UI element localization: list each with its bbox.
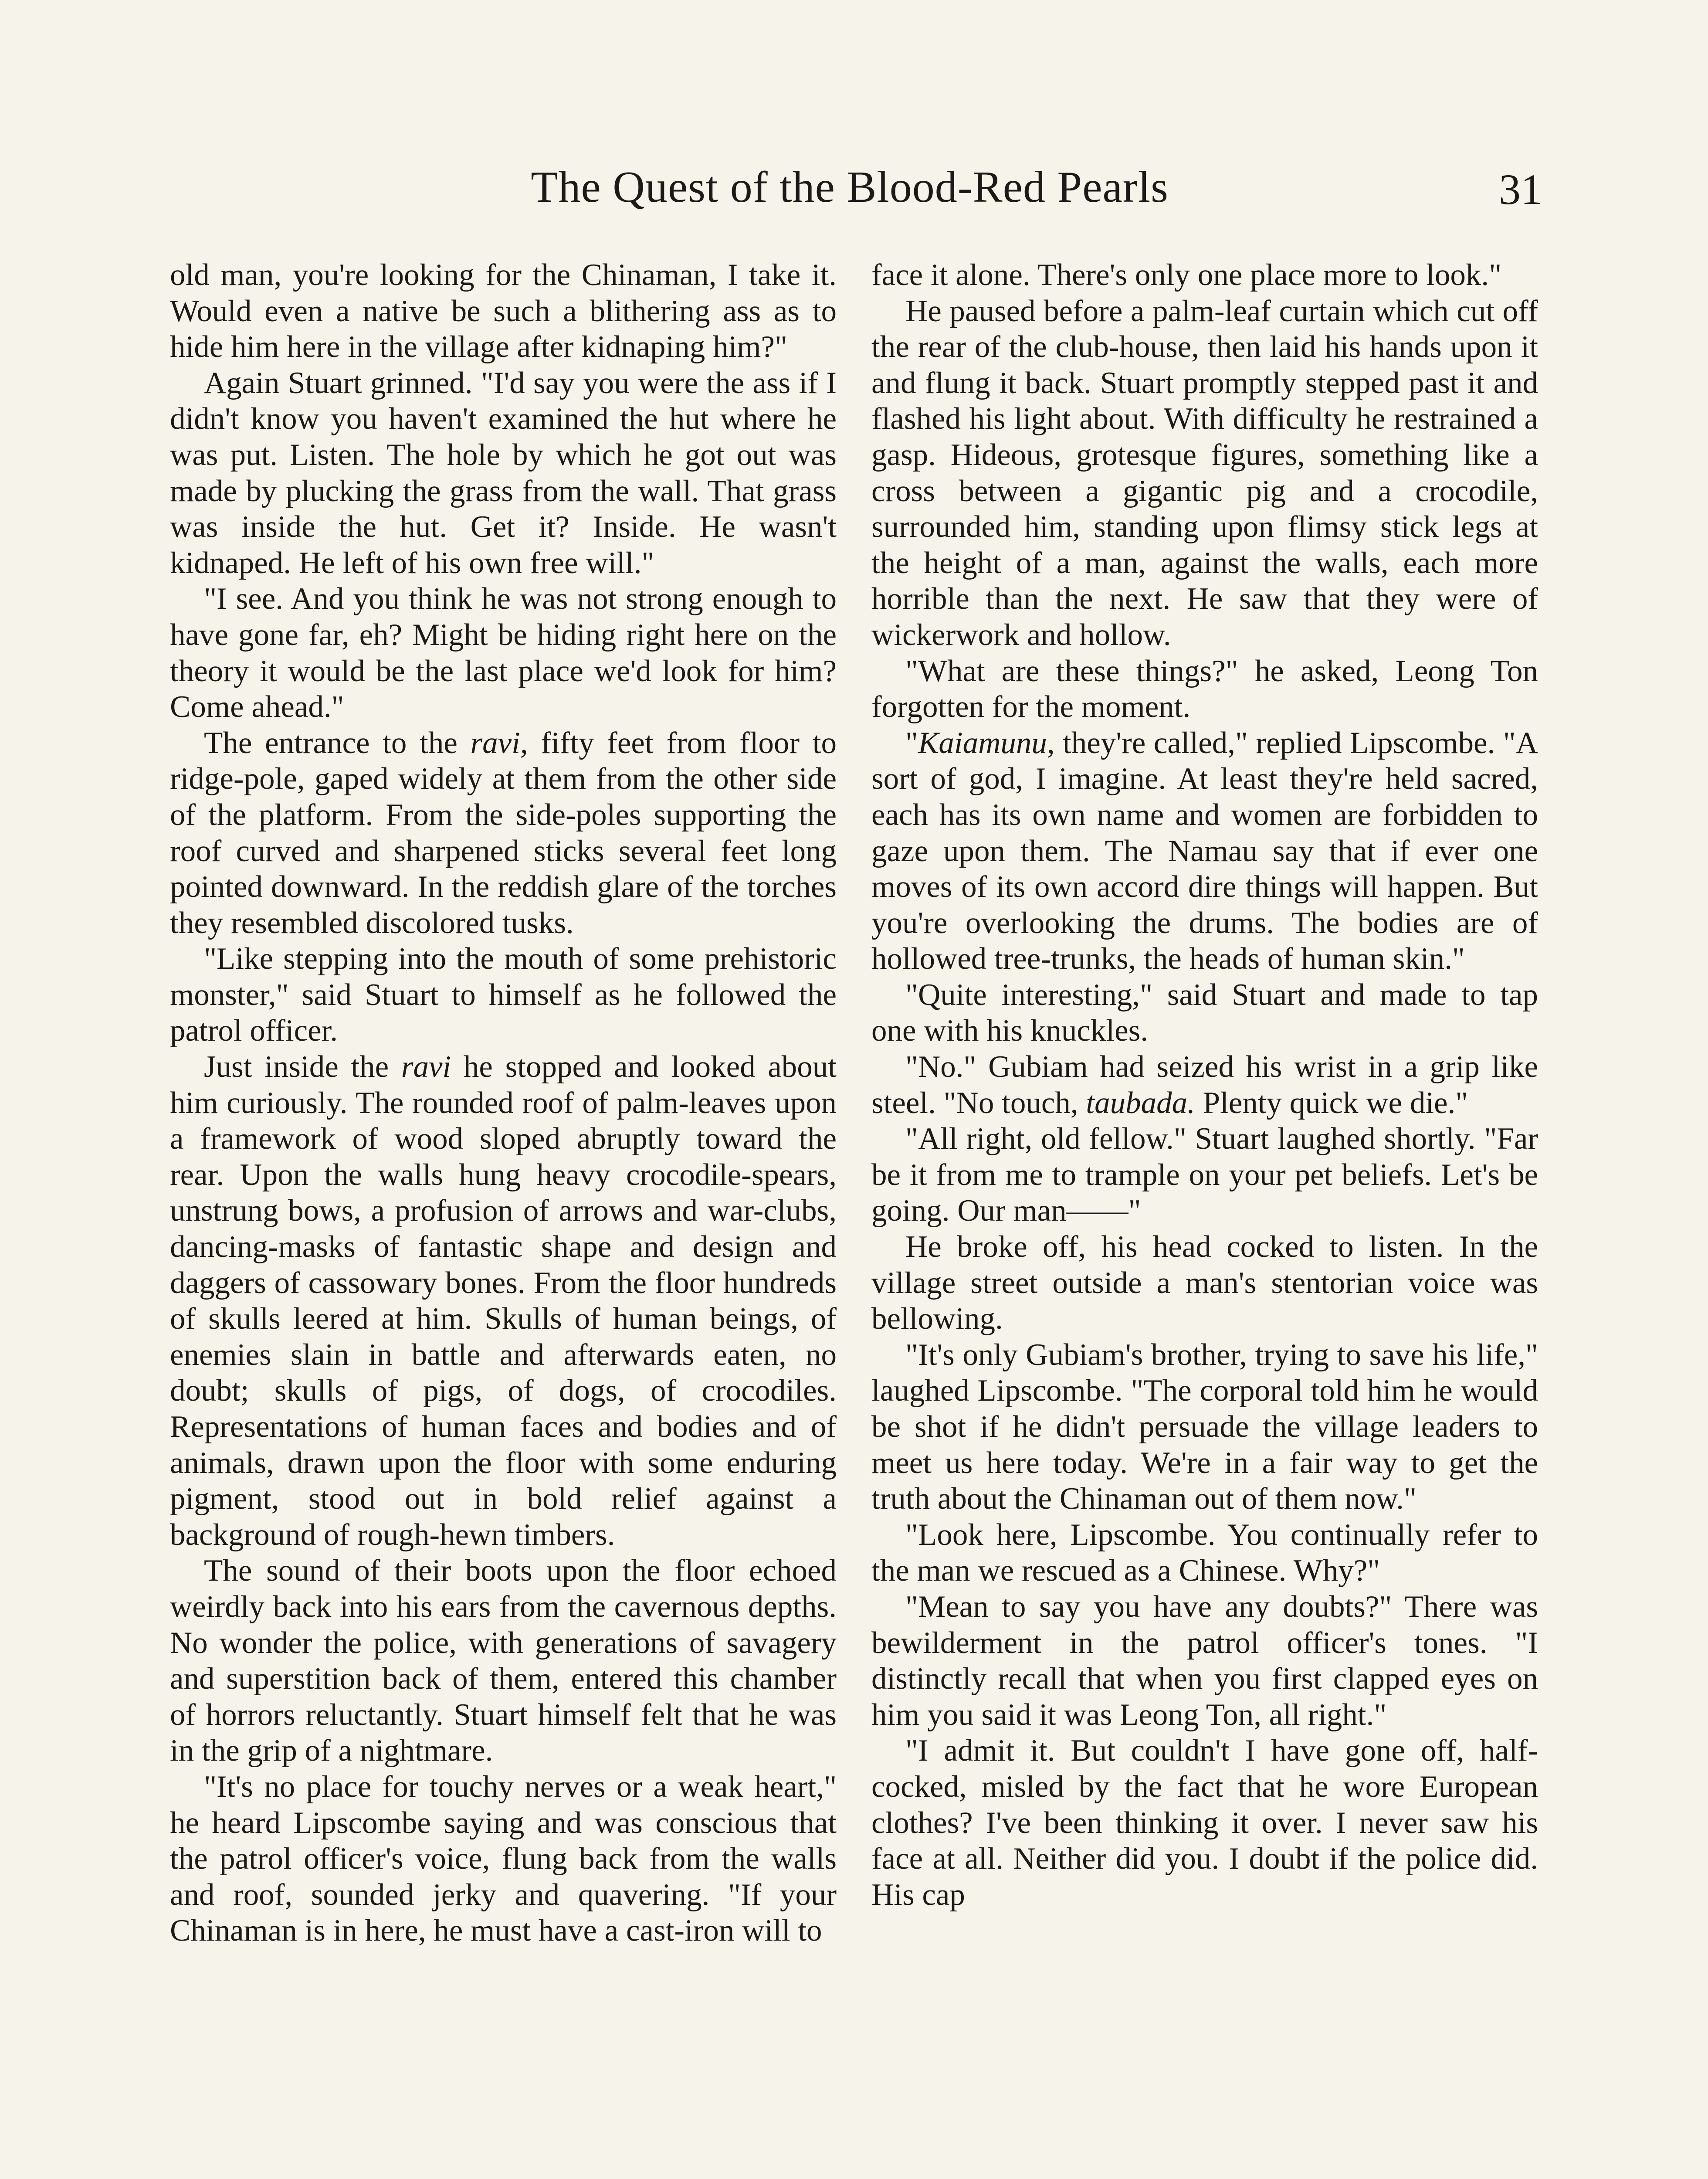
left-text-column (170, 257, 837, 2179)
italic-term: Kaiamunu, (918, 726, 1055, 760)
paragraph: "I admit it. But couldn't I have gone off, half-cocked, misled by the fact that he wore European clothes? I've been thinking it over. I never saw his face at all. Neither did you. I doubt if the police did. His cap (871, 1734, 1538, 1912)
paragraph: face it alone. There's only one place more to look." (871, 258, 1502, 292)
italic-term: ravi, (470, 726, 528, 760)
paragraph: The sound of their boots upon the floor echoed weirdly back into his ears from the cavernous depths. No wonder the police, with generations of savagery and superstition back of them, entered this chamber of horrors reluctantly. Stuart himself felt that he was in the grip of a nightmare. (170, 1554, 837, 1768)
paragraph: "Quite interesting," said Stuart and made to tap one with his knuckles. (871, 977, 1538, 1048)
paragraph: "Look here, Lipscombe. You continually refer to the man we rescued as a Chinese. Why?" (871, 1517, 1538, 1588)
paragraph: Again Stuart grinned. "I'd say you were the ass if I didn't know you haven't examined the hut where he was put. Listen. The hole by which he got out was made by plucking the grass from the wall. That grass was inside the hut. Get it? Inside. He wasn't kidnaped. He left of his own free will." (170, 366, 837, 580)
paragraph: "Like stepping into the mouth of some prehistoric monster," said Stuart to himself as he followed the patrol officer. (170, 942, 837, 1048)
paragraph: old man, you're looking for the Chinaman, I take it. Would even a native be such a blithering ass as to hide him here in the village after kidnaping him?" (170, 258, 837, 364)
paragraph: "All right, old fellow." Stuart laughed shortly. "Far be it from me to trample on your pet beliefs. Let's be going. Our man——" (871, 1122, 1538, 1228)
paragraph: "What are these things?" he asked, Leong Ton forgotten for the moment. (871, 654, 1538, 724)
paragraph: "I see. And you think he was not strong enough to have gone far, eh? Might be hiding right here on the theory it would be the last place we'd look for him? Come ahead." (170, 582, 837, 724)
paragraph: He paused before a palm-leaf curtain which cut off the rear of the club-house, then laid his hands upon it and flung it back. Stuart promptly stepped past it and flashed his light about. With difficulty he restrained a gasp. Hideous, grotesque figures, something like a cross between a gigantic pig and a crocodile, surrounded him, standing upon flimsy stick legs at the height of a man, against the walls, each more horrible than the next. He saw that they were of wickerwork and hollow. (871, 294, 1538, 652)
paragraph: The entrance to the ravi, fifty feet from floor to ridge-pole, gaped widely at them from the other side of the platform. From the side-poles supporting the roof curved and sharpened sticks several feet long pointed downward. In the reddish glare of the torches they resembled discolored tusks. (170, 726, 837, 940)
paragraph: "It's only Gubiam's brother, trying to save his life," laughed Lipscombe. "The corporal told him he would be shot if he didn't persuade the village leaders to meet us here today. We're in a fair way to get the truth about the Chinaman out of them now." (871, 1337, 1538, 1516)
running-head-title: The Quest of the Blood-Red Pearls (531, 163, 1169, 212)
paragraph: "No." Gubiam had seized his wrist in a grip like steel. "No touch, taubada. Plenty quick we die." (871, 1050, 1538, 1120)
italic-term: taubada. (1086, 1086, 1195, 1120)
paragraph: He broke off, his head cocked to listen. In the village street outside a man's stentorian voice was bellowing. (871, 1230, 1538, 1336)
paragraph: "Mean to say you have any doubts?" There was bewilderment in the patrol officer's tones. "I distinctly recall that when you first clapped eyes on him you said it was Leong Ton, all right." (871, 1589, 1538, 1732)
paragraph: "Kaiamunu, they're called," replied Lipscombe. "A sort of god, I imagine. At least they're held sacred, each has its own name and women are forbidden to gaze upon them. The Namau say that if ever one moves of its own accord dire things will happen. But you're overlooking the drums. The bodies are of hollowed tree-trunks, the heads of human skin." (871, 726, 1538, 976)
italic-term: ravi (401, 1050, 451, 1084)
paragraph: Just inside the ravi he stopped and looked about him curiously. The rounded roof of palm-leaves upon a framework of wood sloped abruptly toward the rear. Upon the walls hung heavy crocodile-spears, unstrung bows, a profusion of arrows and war-clubs, dancing-masks of fantastic shape and design and daggers of cassowary bones. From the floor hundreds of skulls leered at him. Skulls of human beings, of enemies slain in battle and afterwards eaten, no doubt; skulls of pigs, of dogs, of crocodiles. Representations of human faces and bodies and of animals, drawn upon the floor with some enduring pigment, stood out in bold relief against a background of rough-hewn timbers. (170, 1050, 837, 1552)
right-text-column (871, 257, 1538, 2179)
paragraph: "It's no place for touchy nerves or a weak heart," he heard Lipscombe saying and was conscious that the patrol officer's voice, flung back from the walls and roof, sounded jerky and quavering. "If your Chinaman is in here, he must have a cast-iron will to (170, 1769, 837, 1948)
page-number: 31 (1499, 165, 1542, 214)
